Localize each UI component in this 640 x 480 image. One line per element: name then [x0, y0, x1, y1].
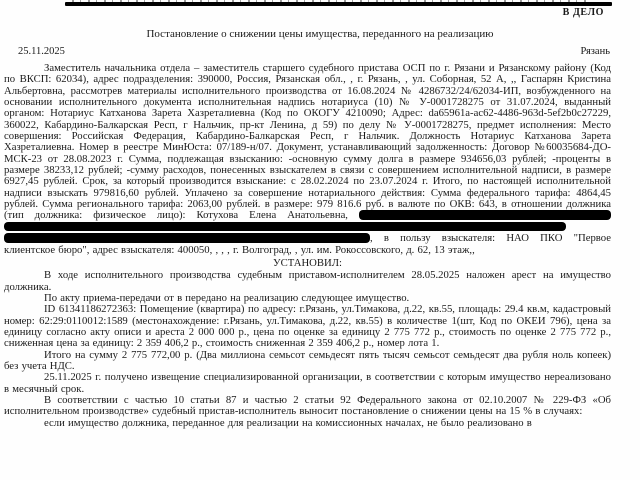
- document-date: 25.11.2025: [18, 46, 65, 57]
- resolution-heading: УСТАНОВИЛ:: [273, 256, 342, 269]
- body-paragraph: 25.11.2025 г. получено извещение специализированной организации, в соответствии с которым имущество нереализовано в месячный срок.: [4, 371, 611, 395]
- redaction-bar: [359, 210, 611, 220]
- body-paragraph: ID 61341186272363: Помещение (квартира) по адресу: г.Рязань, ул.Тимакова, д.22, кв.55, площадь: 29.4 кв.м, кадастровый номер: 62:29:0110012:1589 (местонахождение: г.Рязань, ул.Тимакова, д.22, кв.55) в количестве 1(шт, Код по ОКЕИ 796), цена за единицу согласно акту описи и ареста 2 000 000 р., цена по оценке за единицу 2 775 772 р., стоимость по оценке 2 775 772 р., сниженная цена за единицу: 2 359 406,2 р., стоимость сниженная 2 359 406,2 р., номер лота 1.: [4, 303, 611, 350]
- case-stamp: В ДЕЛО: [562, 7, 604, 18]
- preamble-text-2: , в пользу взыскателя: НАО ПКО "Первое клиентское бюро", адрес взыскателя: 400050, , , , г. Волгоград, , ул. им. Рокоссовского, д. 62, 13 этаж,,: [4, 232, 611, 256]
- top-redaction-line: [65, 2, 612, 6]
- preamble-text-1: Заместитель начальника отдела – заместитель старшего судебного пристава ОСП по г. Рязани и Рязанскому району (Код по ВКСП: 62034), адрес подразделения: 390000, Россия, Рязанская обл., , г. Рязань, , ул. Соборная, 52 А, ,, Гаспарян Кристина Альбертовна, рассмотрев материалы исполнительного производства от 16.08.2024 № 4286732/24/62034-ИП, возбужденного на основании исполнительного документа исполнительная надпись нотариуса (10) № У-0001728275 от 31.07.2024, выданный органом: Нотариус Катханова Зарета Хазреталиевна (Код по ОКОГУ 4210090; Адрес: da65961a-ac62-4486-963d-5ef2b0c27229, 360022, Кабардино-Балкарская Респ, г Нальчик, пр-кт Ленина, д 59) по делу № У-0001728275, предмет исполнения: Место совершения: Российская Федерация, Кабардино-Балкарская Респ, г Нальчик. Должность Нотариус Катханова Зарета Хазреталиевна. Номер в реестре МинЮста: 07/189-н/07. Документ, устанавливающий задолженность: Договор №60035684-ДО-МСК-23 от 28.08.2023 г. Сумма, подлежащая взысканию: -основную сумму долга в размере 934656,03 рублей; -проценты в размере 38233,12 рублей; -сумму расходов, понесенных взыскателем в связи с совершением исполнительной надписи, в размере 6927,45 рублей. Срок, за который производится взыскание: с 28.02.2024 по 23.07.2024 г. Итого, по настоящей исполнительной надписи взыскать 979816,60 рублей. Уплачено за совершение нотариального действия: Сумма федерального тарифа: 4864,45 рублей. Сумма регионального тарифа: 2063,00 рублей. в размере: 979 816.6 руб. в валюте по ОКВ: 643, в отношении должника (тип должника: физическое лицо): Котухова Елена Анатольевна,: [4, 62, 611, 222]
- redaction-bar: [4, 222, 566, 232]
- document-city: Рязань: [580, 46, 610, 57]
- body-paragraph: По акту приема-передачи от в передано на реализацию следующее имущество.: [44, 291, 410, 304]
- body-paragraph: В соответствии с частью 10 статьи 87 и частью 2 статьи 92 Федерального закона от 02.10.2007 № 229-ФЗ «Об исполнительном производстве» судебный пристав-исполнитель выносит постановление о снижении цены на 15 % в случаях:: [4, 393, 611, 418]
- document-body: [4, 63, 611, 429]
- body-paragraph: Итого на сумму 2 775 772,00 р. (Два миллиона семьсот семьдесят пять тысяч семьсот семьдесят два рубля ноль копеек) без учета НДС.: [4, 348, 611, 372]
- redaction-bar: [4, 233, 370, 243]
- body-paragraph: если имущество должника, переданное для реализации на комиссионных началах, не было реализовано в: [44, 416, 532, 429]
- preamble-paragraph: [4, 63, 611, 256]
- date-city-row: [18, 46, 610, 57]
- document-title: Постановление о снижении цены имущества, переданного на реализацию: [146, 28, 494, 40]
- body-paragraph: В ходе исполнительного производства судебным приставом-исполнителем 28.05.2025 наложен арест на имущество должника.: [4, 269, 611, 293]
